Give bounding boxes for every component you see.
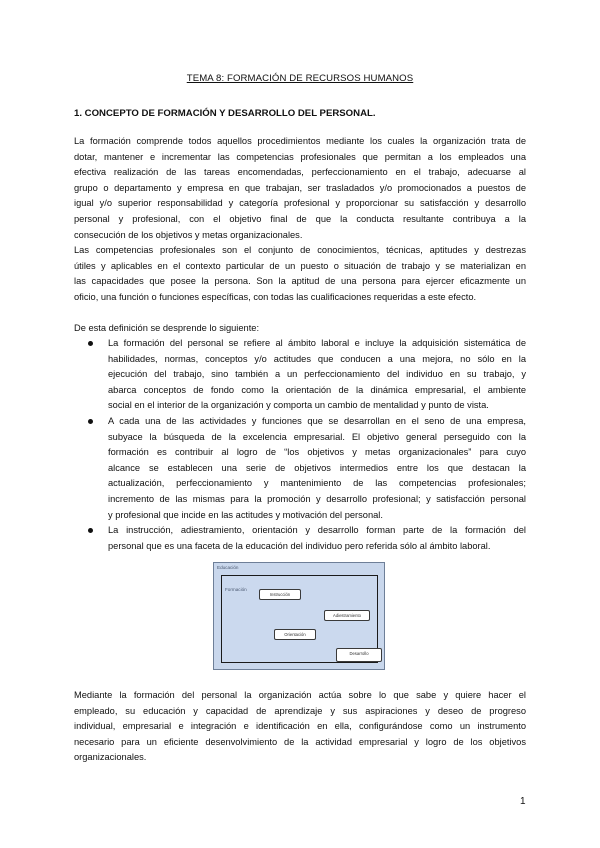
paragraph-line: oficio, una función o funciones específicas, con todas las cualificaciones requeridas a este efecto. <box>74 291 477 302</box>
bullet-list <box>74 336 526 554</box>
paragraph-line: necesario para un eficiente desenvolvimiento de la actividad empresarial y logro de los objetivos <box>74 736 526 747</box>
paragraph-line: Las competencias profesionales son el conjunto de conocimientos, técnicas, aptitudes y destrezas <box>74 245 526 255</box>
list-intro <box>74 321 526 337</box>
bullet-line: A cada una de las actividades y funciones que se desarrollan en el seno de una empresa, <box>108 415 526 426</box>
bullet-line: formación es contribuir al logro de “los objetivos y metas organizacionales” para cuyo <box>108 447 526 458</box>
diagram-box-instruction: Instrucción <box>259 589 301 600</box>
bullet-icon <box>88 419 93 424</box>
list-item <box>74 414 526 523</box>
paragraph-line: grupo o departamento y empresa en que trabajan, ser trasladados y/o promocionados a puestos de <box>74 182 526 193</box>
bullet-line: subyace la búsqueda de la excelencia empresarial. El objetivo general perseguido con la <box>108 431 526 442</box>
list-item <box>74 523 526 554</box>
diagram-box-development: Desarrollo <box>336 648 382 662</box>
paragraph-formation-definition <box>74 134 526 243</box>
bullet-line: abarca conceptos de fondo como la orientación de la dinámica empresarial, el ambiente <box>108 384 526 395</box>
document-title: TEMA 8: FORMACIÓN DE RECURSOS HUMANOS <box>186 73 414 84</box>
diagram-outer-label: Educación <box>217 565 239 570</box>
bullet-line: ejecución del trabajo, sino también a un perfeccionamiento del individuo en su trabajo, y <box>108 369 526 380</box>
bullet-line: social en el interior de la organización y comporta un cambio de mentalidad y punto de vista. <box>108 400 489 411</box>
section-heading: 1. CONCEPTO DE FORMACIÓN Y DESARROLLO DEL PERSONAL. <box>74 108 376 119</box>
bullet-line: incremento de las mismas para la promoción y desarrollo profesional; y satisfacción personal <box>108 493 526 504</box>
bullet-line: La formación del personal se refiere al ámbito laboral e incluye la adquisición sistemática de <box>108 338 526 348</box>
paragraph-line: individual, empresarial e integración e identificación en ella, configurándose como un instrumento <box>74 721 526 732</box>
list-item <box>74 336 526 414</box>
paragraph-line: igual y/o superior responsabilidad y categoría profesional y proporcionar su satisfacción y desarrollo <box>74 198 526 209</box>
paragraph-line: personal y profesional, con el objetivo final de que la conducta resultante contribuya a la <box>74 213 526 224</box>
education-diagram <box>213 562 385 670</box>
bullet-icon <box>88 341 93 346</box>
paragraph-competencies <box>74 243 526 305</box>
page-number: 1 <box>520 796 526 807</box>
paragraph-line: útiles y aplicables en el contexto particular de un puesto o situación de trabajo y se materializan en <box>74 260 526 271</box>
paragraph-line: las capacidades que posee la persona. Son la aptitud de una persona para ejercer eficazmente un <box>74 276 526 287</box>
paragraph-conclusion <box>74 688 526 766</box>
bullet-line: personal que es una faceta de la educación del individuo pero referida sólo al ámbito laboral. <box>108 540 491 551</box>
paragraph-line: dotar, mantener e incrementar las competencias profesionales que permitan a los empleados una <box>74 151 526 162</box>
paragraph-line: La formación comprende todos aquellos procedimientos mediante los cuales la organización trata de <box>74 136 526 146</box>
bullet-line: habilidades, normas, conceptos y/o actitudes que conducen a una mejora, no sólo en la <box>108 353 526 364</box>
diagram-box-training: Adiestramiento <box>324 610 370 621</box>
paragraph-line: organizacionales. <box>74 752 147 763</box>
diagram-inner-frame <box>221 575 378 663</box>
diagram-box-orientation: Orientación <box>274 629 316 640</box>
paragraph-line: empleado, su educación y capacidad de aprendizaje y sus aspiraciones y deseo de progreso <box>74 705 526 716</box>
bullet-icon <box>88 528 93 533</box>
bullet-line: La instrucción, adiestramiento, orientación y desarrollo forman parte de la formación del <box>108 525 526 536</box>
paragraph-line: efectiva realización de las tareas encomendadas, perfeccionamiento en el trabajo, adecuarse al <box>74 167 526 178</box>
paragraph-line: De esta definición se desprende lo siguiente: <box>74 323 260 333</box>
diagram-inner-label: Formación <box>225 587 247 592</box>
paragraph-line: consecución de los objetivos y metas organizacionales. <box>74 229 303 240</box>
bullet-line: alcance se establecen una serie de objetivos intermedios entre los que destacan la <box>108 462 526 473</box>
bullet-line: actualización, perfeccionamiento y mantenimiento de las competencias profesionales; <box>108 478 526 489</box>
bullet-line: y profesional que incide en las actitudes y motivación del personal. <box>108 509 383 520</box>
paragraph-line: Mediante la formación del personal la organización actúa sobre lo que sabe y quiere hacer el <box>74 690 526 700</box>
